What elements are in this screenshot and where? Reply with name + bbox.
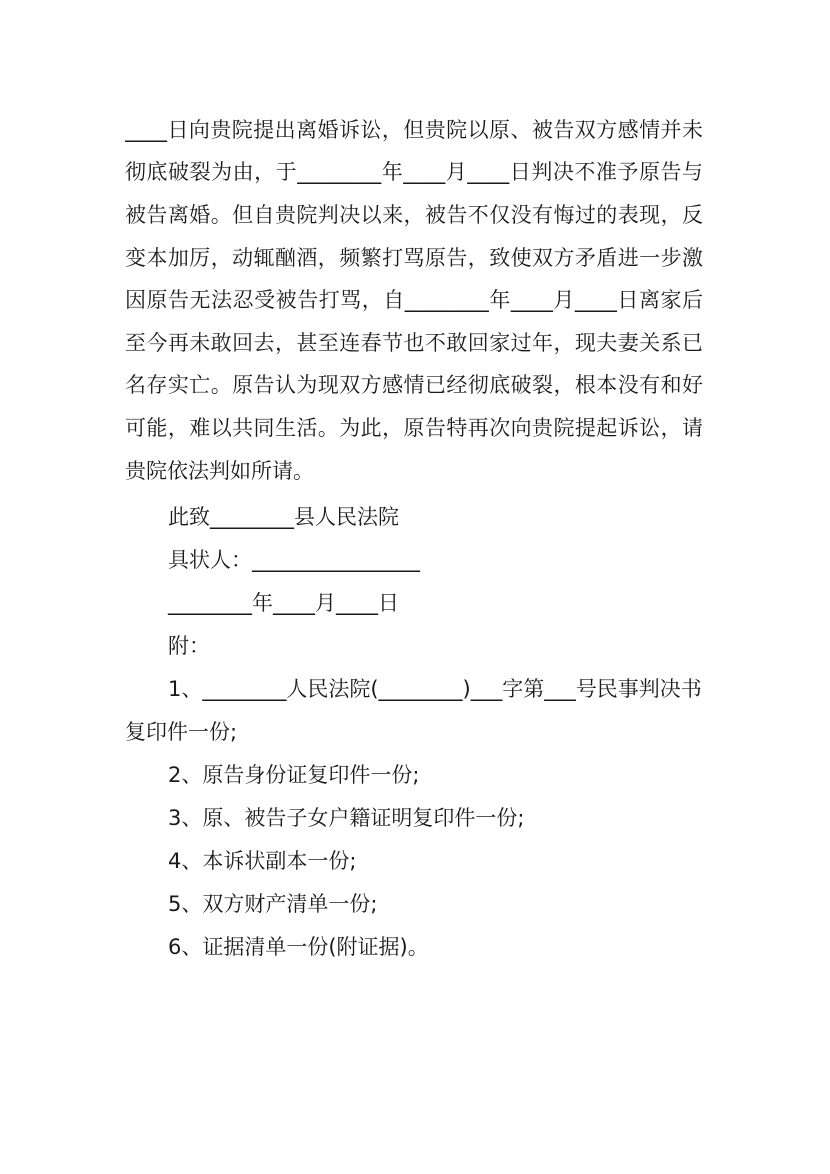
attachment-item: 3、原、被告子女户籍证明复印件一份;	[168, 806, 525, 830]
attachment-item: 6、证据清单一份(附证据)。	[168, 935, 429, 959]
closing-to: 此致________县人民法院	[168, 505, 399, 529]
closing-date: ________年____月____日	[168, 591, 399, 615]
attachments-heading: 附：	[168, 634, 210, 658]
body-line: 名存实亡。原告认为现双方感情已经彻底破裂，根本没有和好	[125, 373, 703, 397]
body-line: 至今再未敢回去，甚至连春节也不敢回家过年，现夫妻关系已	[125, 331, 703, 355]
body-line: 可能，难以共同生活。为此，原告特再次向贵院提起诉讼，请	[125, 416, 703, 440]
body-line: 变本加厉，动辄酗酒，频繁打骂原告，致使双方矛盾进一步激	[125, 246, 703, 270]
closing-plaintiff: 具状人：________________	[168, 548, 420, 572]
attachment-item-continuation: 复印件一份;	[125, 720, 238, 744]
body-line: 彻底破裂为由，于________年____月____日判决不准予原告与	[125, 160, 703, 184]
body-line: 被告离婚。但自贵院判决以来，被告不仅没有悔过的表现，反	[125, 203, 703, 227]
attachment-item: 1、________人民法院(________)___字第___号民事判决书	[168, 677, 702, 701]
attachment-item: 5、双方财产清单一份;	[168, 892, 378, 916]
body-line: 贵院依法判如所请。	[125, 459, 314, 483]
attachment-item: 4、本诉状副本一份;	[168, 849, 357, 873]
body-line: 因原告无法忍受被告打骂，自________年____月____日离家后	[125, 288, 703, 312]
body-line: ____日向贵院提出离婚诉讼，但贵院以原、被告双方感情并未	[125, 118, 703, 142]
attachment-item: 2、原告身份证复印件一份;	[168, 763, 420, 787]
